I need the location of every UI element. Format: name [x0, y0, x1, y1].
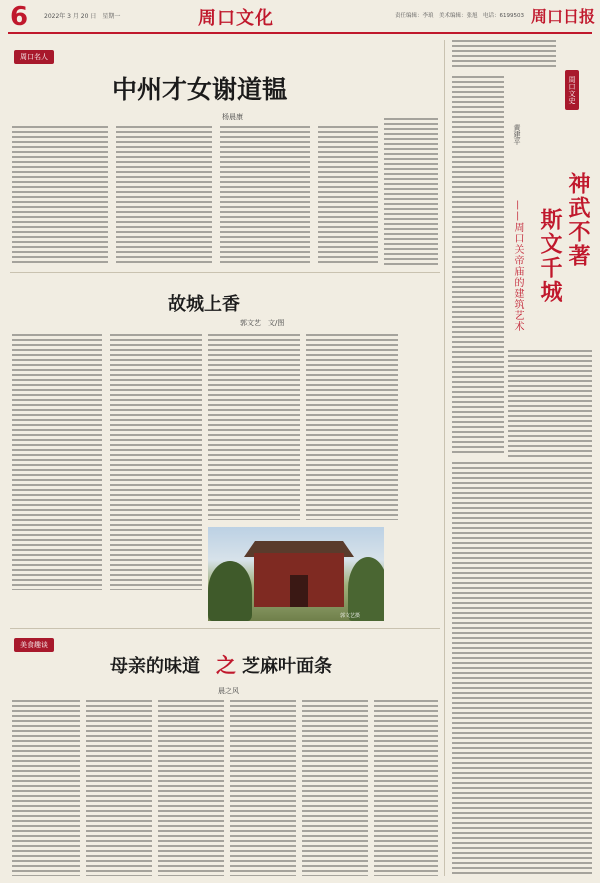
body-text-column	[230, 700, 296, 876]
byline-xie-daoyun: 杨晨康	[222, 113, 243, 121]
column-tag-zhoukou-mingren: 周口名人	[14, 50, 54, 64]
body-text-column	[452, 40, 556, 70]
body-text-column	[318, 126, 378, 266]
body-text-column	[452, 462, 592, 876]
photo-tree	[208, 561, 252, 621]
column-tag-zhoukou-wenshi: 周口文史	[565, 70, 579, 110]
page-number: 6	[10, 2, 29, 32]
body-text-column	[306, 334, 398, 520]
column-divider	[444, 40, 445, 876]
body-text-column	[158, 700, 224, 876]
body-text-column	[86, 700, 152, 876]
section-divider	[10, 272, 440, 273]
body-text-column	[220, 126, 310, 266]
section-divider	[10, 628, 440, 629]
headline-zhima-part2: 芝麻叶面条	[242, 656, 332, 677]
body-text-column	[452, 76, 504, 456]
byline-zhima: 晨之风	[218, 687, 239, 695]
column-tag-meishi-qutan: 美食趣谈	[14, 638, 54, 652]
body-text-column	[12, 126, 108, 266]
headline-xie-daoyun: 中州才女谢道韫	[112, 75, 288, 104]
body-text-column	[12, 700, 80, 876]
editor-line: 责任编辑：李琅 美术编辑：张旭 电话：6199503	[395, 13, 524, 19]
headline-zhima-zhi: 之	[216, 653, 236, 677]
page-header	[0, 0, 600, 34]
photo-caption: 郭文艺摄	[340, 613, 361, 619]
photo-temple-door	[290, 575, 308, 607]
title-shenwu-buzhu: 神武不著	[565, 172, 590, 268]
temple-photo	[208, 527, 384, 621]
header-rule	[8, 32, 592, 34]
body-text-column	[374, 700, 438, 876]
body-text-column	[384, 118, 438, 268]
body-text-column	[116, 126, 212, 266]
byline-gucheng: 郭文艺 文/图	[240, 319, 285, 327]
section-title: 周口文化	[198, 8, 274, 29]
author-shenwu: 黄建平	[513, 124, 521, 145]
body-text-column	[110, 334, 202, 590]
date-line: 2022年 3 月 20 日 星期一	[44, 13, 121, 20]
headline-gucheng: 故城上香	[168, 294, 240, 315]
body-text-column	[12, 334, 102, 590]
body-text-column	[508, 350, 592, 458]
subtitle-guandi-temple: ——周口关帝庙的建筑艺术	[512, 200, 523, 332]
headline-zhima-part1: 母亲的味道	[110, 656, 200, 677]
body-text-column	[302, 700, 368, 876]
body-text-column	[208, 334, 300, 520]
masthead-logo: 周口日报	[531, 7, 596, 26]
title-siwen-qiancheng: 斯文千城	[537, 208, 562, 304]
